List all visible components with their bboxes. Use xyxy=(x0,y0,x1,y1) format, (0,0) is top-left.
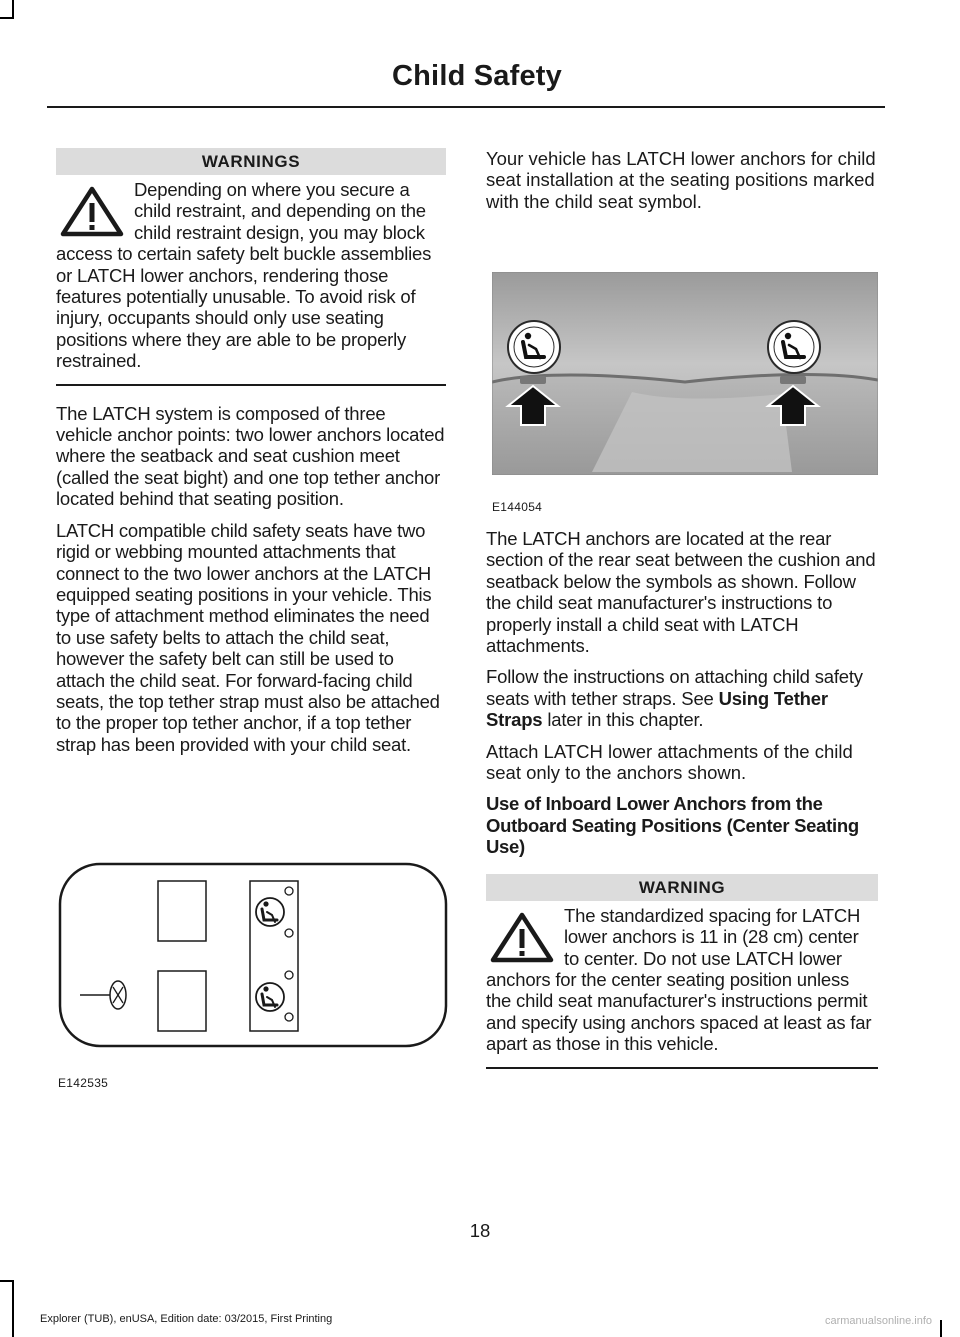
warning-triangle-icon xyxy=(56,183,128,239)
latch-compatible-paragraph: LATCH compatible child safety seats have two rigid or webbing mounted attachments that connect to the two lower anchors at the LATCH equipped seating positions in your vehicle. This type of attachment method eliminates the need to use safety belts to attach the child seat, however the safety belt can still be used to attach the child seat. For forward-facing child seats, the top tether strap must also be attached to the proper top tether anchor, if a top tether strap has been provided with your child seat. xyxy=(56,519,440,755)
crop-mark xyxy=(0,1280,14,1282)
child-seat-icon xyxy=(256,898,284,926)
warning-heading: WARNING xyxy=(486,874,878,901)
crop-mark xyxy=(12,1280,14,1337)
rear-seat-photo-figure xyxy=(492,272,878,475)
warning-block xyxy=(56,179,446,372)
crop-mark xyxy=(12,0,14,18)
anchor-point xyxy=(285,887,293,895)
header-divider xyxy=(47,106,885,108)
warning-triangle-icon xyxy=(486,909,558,965)
seat-outline xyxy=(158,971,206,1031)
section-heading: Use of Inboard Lower Anchors from the Outboard Seating Positions (Center Seating Use) xyxy=(486,793,859,858)
figure-label: E144054 xyxy=(492,500,543,514)
figure-label: E142535 xyxy=(58,1076,109,1090)
left-column xyxy=(56,148,446,765)
crop-mark xyxy=(0,17,14,19)
page-title: Child Safety xyxy=(392,60,562,92)
footer-edition: Explorer (TUB), enUSA, Edition date: 03/2015, First Printing xyxy=(40,1313,333,1325)
warning-divider xyxy=(486,1067,878,1069)
warning-divider xyxy=(56,384,446,386)
warning-text: Depending on where you secure a child restraint, and depending on the child restraint design, you may block access to certain safety belt buckle assemblies or LATCH lower anchors, rendering those features potentially unusable. To avoid risk of injury, occupants should only use seating positions where they are able to be properly restrained. xyxy=(56,179,432,372)
anchor-diagram-figure xyxy=(58,862,448,1052)
warning-text: The standardized spacing for LATCH lower anchors is 11 in (28 cm) center to center. Do not use LATCH lower anchors for the center seating position unless the child seat manufacturer's instructions permit and specify using anchors spaced at least as far apart as those in this vehicle. xyxy=(486,904,872,1055)
anchor-point xyxy=(285,971,293,979)
tether-instructions-paragraph: Follow the instructions on attaching child safety seats with tether straps. See Using Tether Straps later in this chapter. xyxy=(486,666,863,731)
child-seat-symbol-icon xyxy=(508,321,560,373)
using-tether-straps-link[interactable]: Using Tether Straps xyxy=(486,687,828,731)
right-column-bottom xyxy=(486,528,878,1086)
latch-anchors-intro: Your vehicle has LATCH lower anchors for child seat installation at the seating positions marked with the child seat symbol. xyxy=(486,148,876,212)
child-seat-symbol-icon xyxy=(768,321,820,373)
watermark: carmanualsonline.info xyxy=(824,1315,932,1327)
anchor-point xyxy=(285,1013,293,1021)
seat-outline xyxy=(158,881,206,941)
crop-mark xyxy=(940,1320,942,1337)
right-column-top xyxy=(486,148,878,222)
warnings-heading: WARNINGS xyxy=(56,148,446,175)
child-seat-icon xyxy=(256,983,284,1011)
anchor-point xyxy=(285,929,293,937)
latch-system-paragraph: The LATCH system is composed of three vehicle anchor points: two lower anchors located where the seatback and seat cushion meet (called the seat bight) and one top tether anchor located behind that seating position. xyxy=(56,402,445,510)
latch-location-paragraph: The LATCH anchors are located at the rear section of the rear seat between the cushion and seatback below the symbols as shown. Follow the child seat manufacturer's instructions to properly install a child seat with LATCH attachments. xyxy=(486,528,876,657)
warning-block xyxy=(486,905,878,1055)
attach-latch-paragraph: Attach LATCH lower attachments of the child seat only to the anchors shown. xyxy=(486,740,853,784)
page-number: 18 xyxy=(469,1220,491,1241)
